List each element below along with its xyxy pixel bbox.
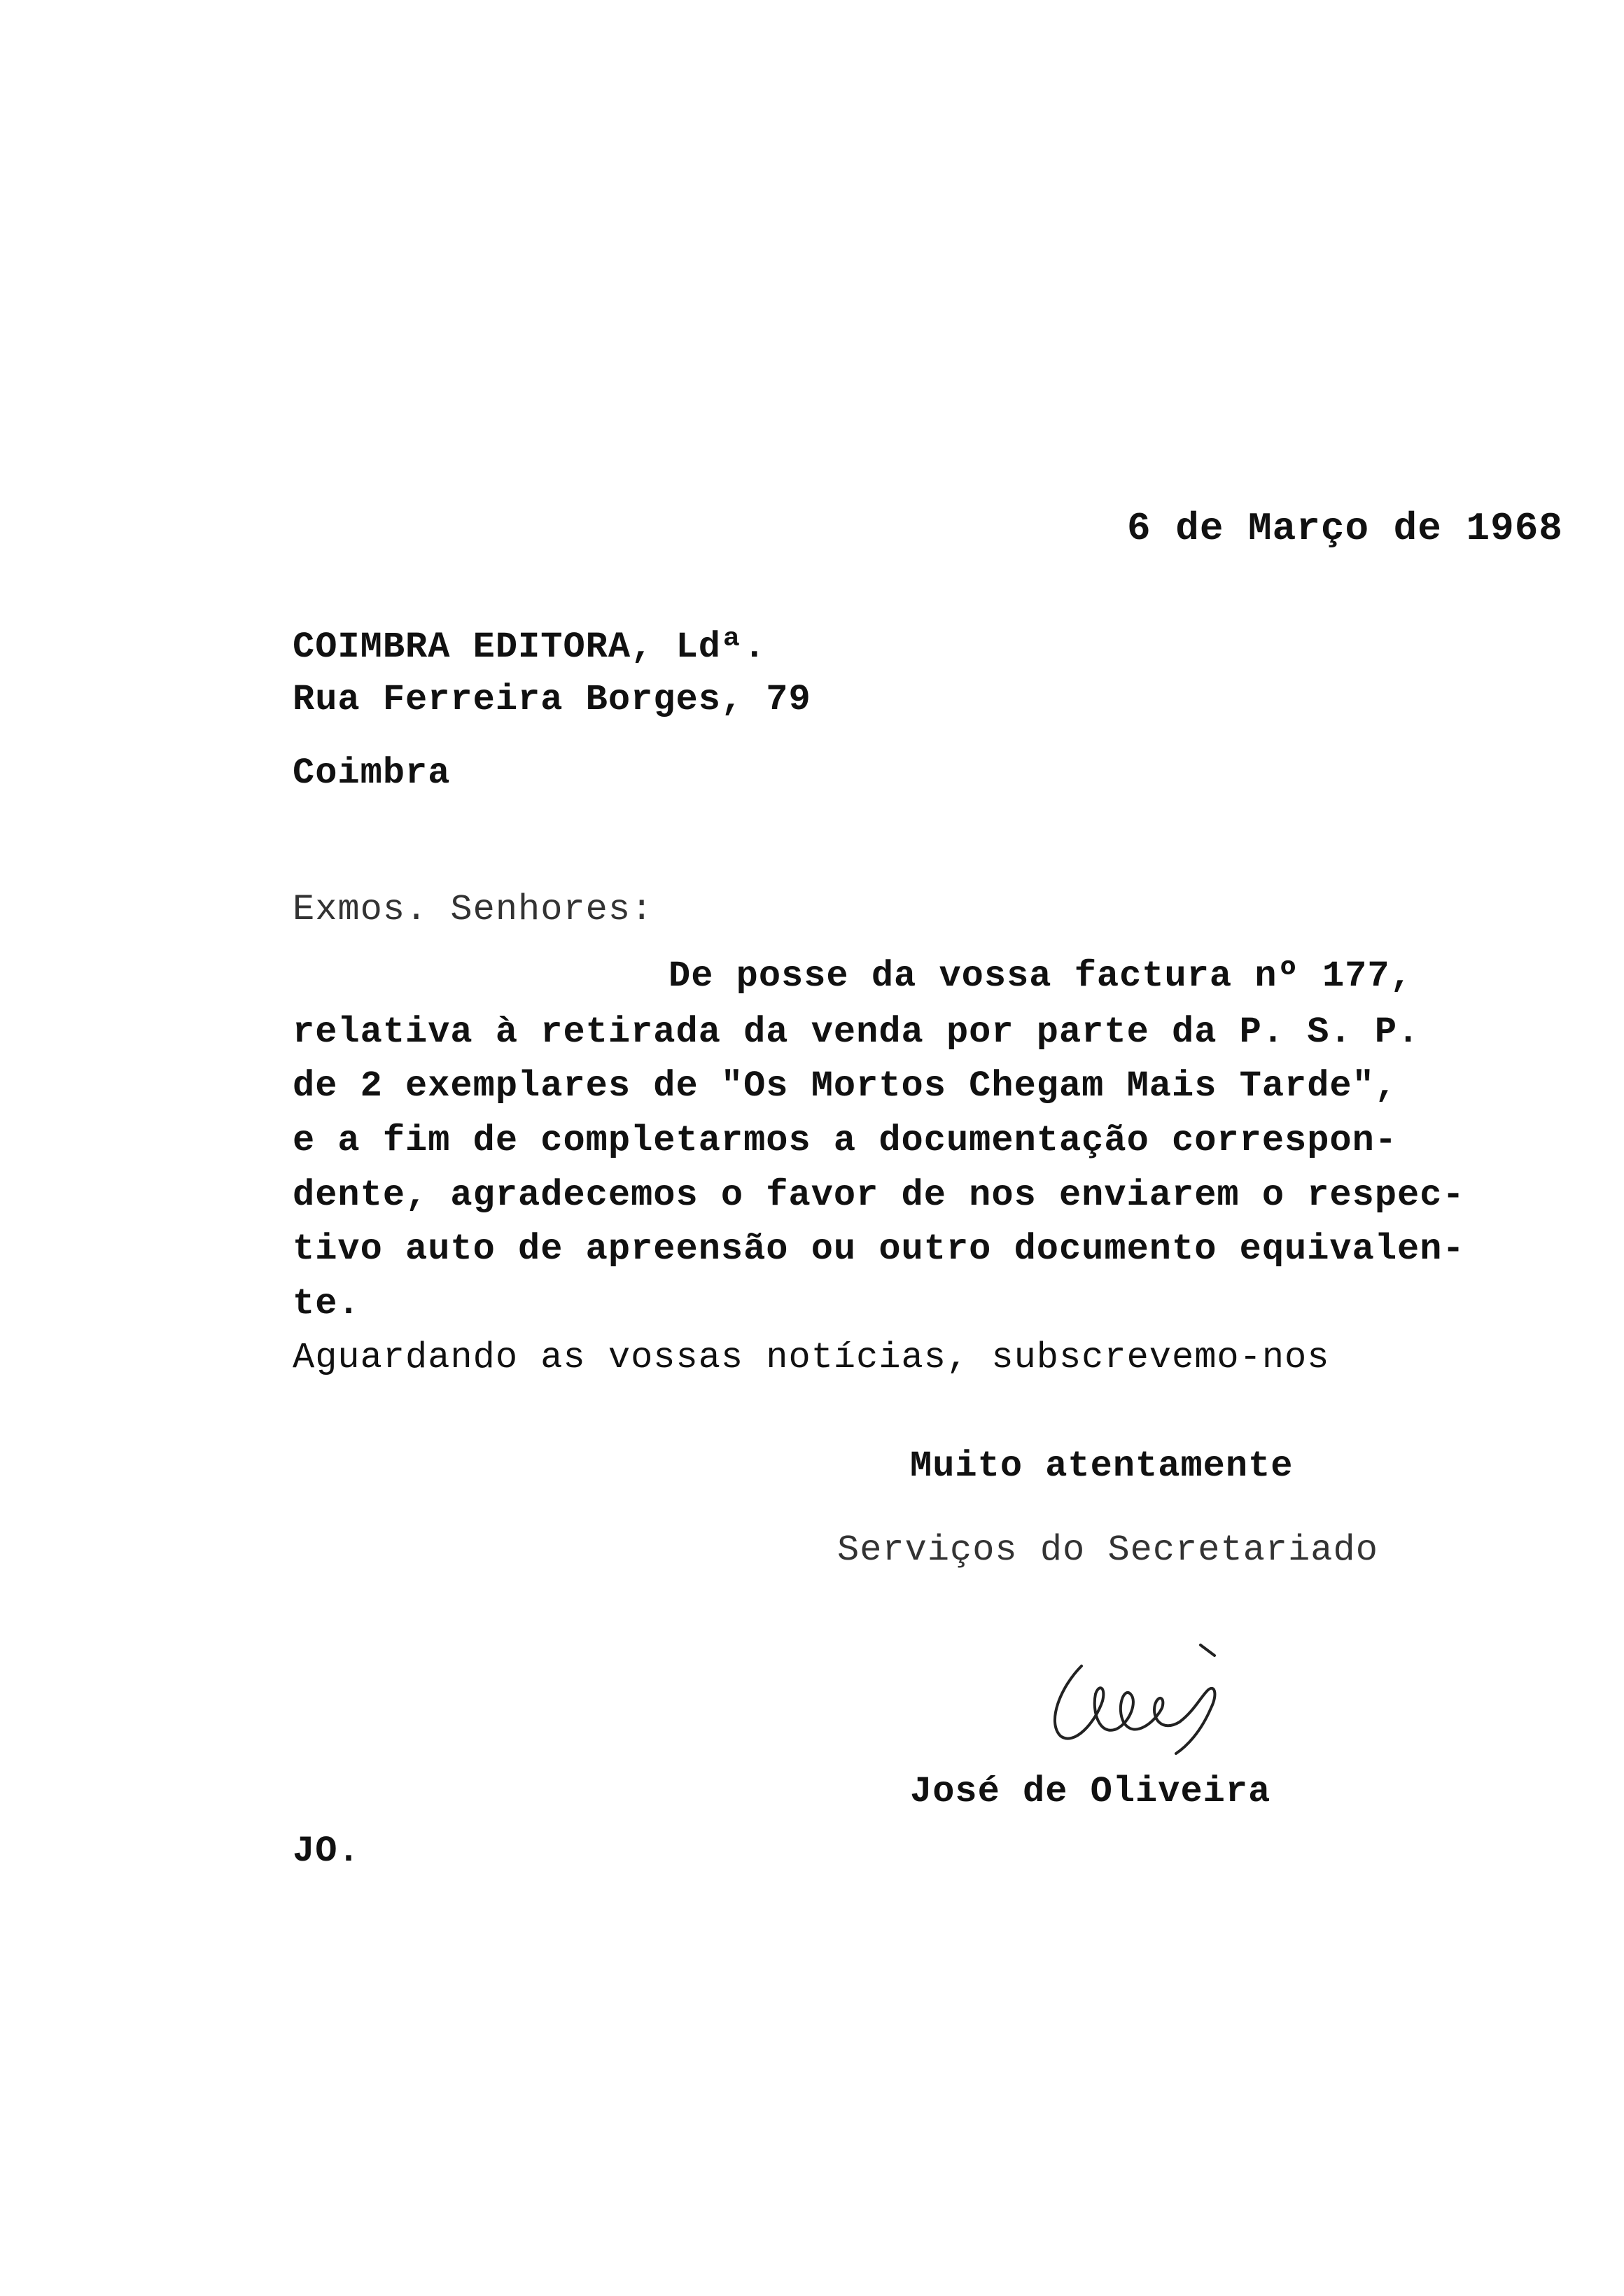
recipient-city: Coimbra	[293, 752, 451, 794]
body-line: dente, agradecemos o favor de nos enviarem o respec-	[293, 1175, 1465, 1216]
body-line: relativa à retirada da venda por parte da P. S. P.	[293, 1011, 1420, 1053]
closing-paragraph: Aguardando as vossas notícias, subscrevemo-nos	[293, 1337, 1330, 1378]
recipient-name: COIMBRA EDITORA, Ldª.	[293, 626, 766, 668]
department-name: Serviços do Secretariado	[837, 1530, 1378, 1571]
signer-name: José de Oliveira	[910, 1771, 1271, 1812]
typist-initials: JO.	[293, 1830, 360, 1872]
closing-salutation: Muito atentamente	[910, 1446, 1294, 1487]
body-line: e a fim de completarmos a documentação correspon-	[293, 1120, 1398, 1161]
letter-date: 6 de Março de 1968	[1127, 506, 1563, 551]
body-line: de 2 exemplares de "Os Mortos Chegam Mais Tarde",	[293, 1065, 1398, 1107]
handwritten-signature-icon	[1040, 1617, 1278, 1771]
body-line: De posse da vossa factura nº 177,	[668, 955, 1413, 997]
salutation: Exmos. Senhores:	[293, 889, 654, 930]
body-line: te.	[293, 1283, 360, 1324]
recipient-street: Rua Ferreira Borges, 79	[293, 679, 811, 720]
body-line: tivo auto de apreensão ou outro documento equivalen-	[293, 1228, 1465, 1270]
